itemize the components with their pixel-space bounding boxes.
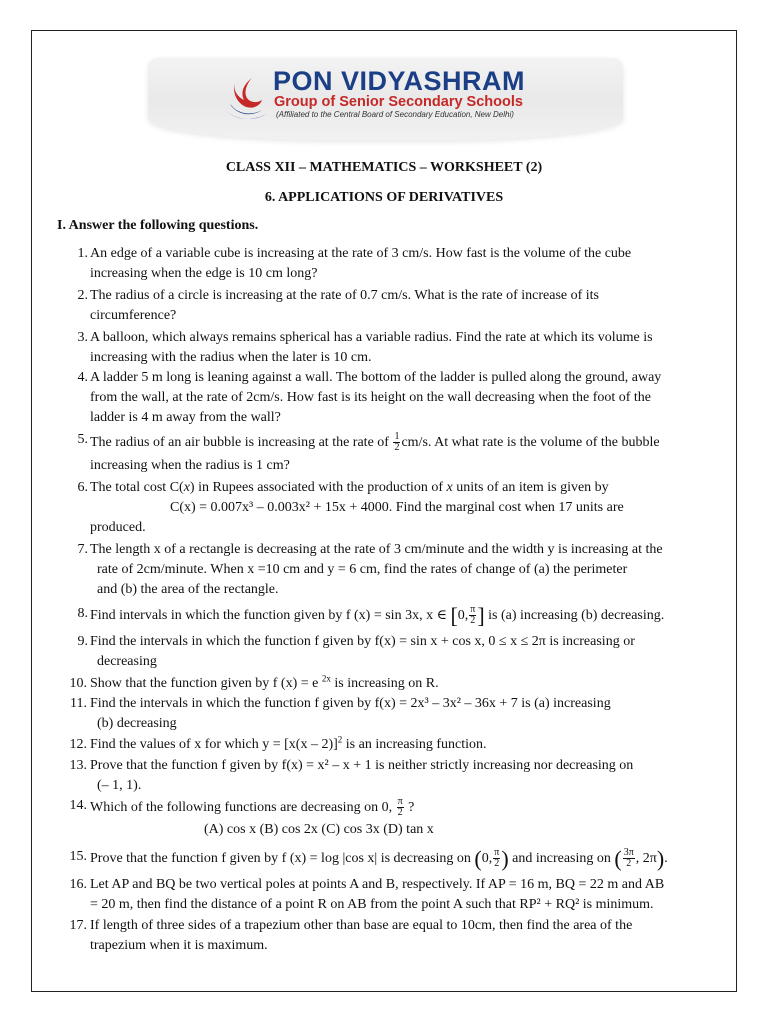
section-heading: I. Answer the following questions. (57, 218, 259, 233)
question-line: If length of three sides of a trapezium other than base are equal to 10cm, then find the area of the (90, 918, 633, 933)
question-number: 5. (77, 432, 88, 447)
question-number: 17. (69, 918, 87, 933)
question-number: 16. (69, 877, 87, 892)
question-line: rate of 2cm/minute. When x =10 cm and y = 6 cm, find the rates of change of (a) the perimeter (97, 562, 628, 577)
question-line: increasing when the edge is 10 cm long? (90, 266, 318, 281)
question-number: 12. (69, 737, 87, 752)
question-number: 6. (77, 480, 88, 495)
fraction: $\frac{\pi}{2}$ (397, 796, 403, 819)
question-line: produced. (90, 520, 146, 535)
question-10 (69, 673, 720, 694)
question-number: 4. (77, 370, 88, 385)
question-number: 11. (70, 696, 87, 711)
fraction: $\frac{3\pi}{2}$ (623, 847, 634, 870)
question-line: trapezium when it is maximum. (90, 938, 268, 953)
question-line: from the wall, at the rate of 2cm/s. How fast is its height on the wall decreasing when the foot of the (90, 390, 652, 405)
question-2 (77, 286, 720, 326)
question-line: Find the intervals in which the function f given by f(x) = 2x³ – 3x² – 36x + 7 is (a) increasing (90, 696, 611, 711)
question-9 (77, 632, 720, 672)
question-16 (69, 875, 720, 915)
question-number: 2. (77, 288, 88, 303)
question-line: Show that the function given by f (x) = e $^{2x}$ is increasing on R. (90, 673, 439, 691)
question-line: (b) decreasing (97, 716, 177, 731)
question-15 (69, 845, 730, 871)
question-8 (77, 602, 720, 628)
fraction: $\frac{1}{2}$ (394, 431, 400, 454)
question-7 (77, 540, 720, 600)
question-line: Prove that the function f given by f (x) = log |cos x| is decreasing on (0, $\frac{\pi}{2}$ ) and increasing on ( $\frac{3\pi}{2}$ , 2π). (90, 845, 668, 871)
question-6 (77, 478, 720, 538)
question-number: 7. (77, 542, 88, 557)
question-line: A ladder 5 m long is leaning against a wall. The bottom of the ladder is pulled along the ground, away (90, 370, 662, 385)
question-line: Let AP and BQ be two vertical poles at points A and B, respectively. If AP = 16 m, BQ = 22 m and AB (90, 877, 665, 892)
question-12 (69, 734, 720, 755)
chapter-title: 6. APPLICATIONS OF DERIVATIVES (264, 190, 504, 205)
worksheet-title: CLASS XII – MATHEMATICS – WORKSHEET (2) (225, 160, 543, 175)
question-line: Which of the following functions are decreasing on 0, $\frac{\pi}{2}$ ? (90, 796, 415, 819)
question-line: The total cost C(x) in Rupees associated with the production of x units of an item is given by (90, 480, 609, 495)
question-4 (77, 368, 720, 428)
question-3 (77, 328, 720, 368)
fraction: $\frac{\pi}{2}$ (494, 847, 500, 870)
question-line: circumference? (90, 308, 177, 323)
question-1 (77, 244, 720, 284)
question-number: 8. (77, 606, 88, 621)
question-line: Find the values of x for which y = [x(x – 2)]$^2$ is an increasing function. (90, 734, 487, 752)
question-number: 14. (69, 798, 87, 813)
question-line: Find the intervals in which the function f given by f(x) = sin x + cos x, 0 ≤ x ≤ 2π is increasing or (90, 634, 635, 649)
school-name: PON VIDYASHRAM (273, 66, 526, 96)
school-affiliation: (Affiliated to the Central Board of Secondary Education, New Delhi) (276, 110, 514, 119)
question-number: 1. (77, 246, 88, 261)
question-line: ladder is 4 m away from the wall? (90, 410, 281, 425)
question-13 (69, 756, 720, 796)
question-line: decreasing (97, 654, 157, 669)
cost-formula: C(x) = 0.007x³ – 0.003x² + 15x + 4000. Find the marginal cost when 17 units are (170, 500, 624, 515)
question-line: Find intervals in which the function given by f (x) = sin 3x, x ∈ [0, $\frac{\pi}{2}$ ] is (a) increasing (b) decreasing. (90, 602, 665, 628)
question-line: An edge of a variable cube is increasing at the rate of 3 cm/s. How fast is the volume of the cube (90, 246, 632, 261)
question-line: and (b) the area of the rectangle. (97, 582, 279, 597)
question-line: increasing with the radius when the later is 10 cm. (90, 350, 372, 365)
question-line: increasing when the radius is 1 cm? (90, 458, 290, 473)
question-14 (69, 796, 720, 840)
question-17 (69, 916, 720, 956)
question-number: 10. (69, 676, 87, 691)
question-number: 9. (77, 634, 88, 649)
question-line: The radius of an air bubble is increasing at the rate of $\frac{1}{2}$ cm/s. At what rate is the volume of the bubble (90, 431, 660, 454)
question-line: The length x of a rectangle is decreasing at the rate of 3 cm/minute and the width y is increasing at the (90, 542, 663, 557)
question-line: = 20 m, then find the distance of a point R on AB from the point A such that RP² + RQ² is minimum. (90, 897, 654, 912)
question-11 (70, 694, 720, 734)
answer-options: (A) cos x (B) cos 2x (C) cos 3x (D) tan x (204, 822, 434, 837)
question-line: (– 1, 1). (97, 778, 142, 793)
question-line: A balloon, which always remains spherical has a variable radius. Find the rate at which its volume is (90, 330, 653, 345)
question-number: 3. (77, 330, 88, 345)
question-5 (77, 430, 720, 476)
question-line: The radius of a circle is increasing at the rate of 0.7 cm/s. What is the rate of increase of its (90, 288, 599, 303)
question-line: Prove that the function f given by f(x) = x² – x + 1 is neither strictly increasing nor decreasing on (90, 758, 634, 773)
question-number: 15. (69, 849, 87, 864)
school-emblem-icon (222, 74, 272, 122)
fraction: $\frac{\pi}{2}$ (470, 604, 476, 627)
question-number: 13. (69, 758, 87, 773)
school-group-name: Group of Senior Secondary Schools (274, 94, 523, 110)
